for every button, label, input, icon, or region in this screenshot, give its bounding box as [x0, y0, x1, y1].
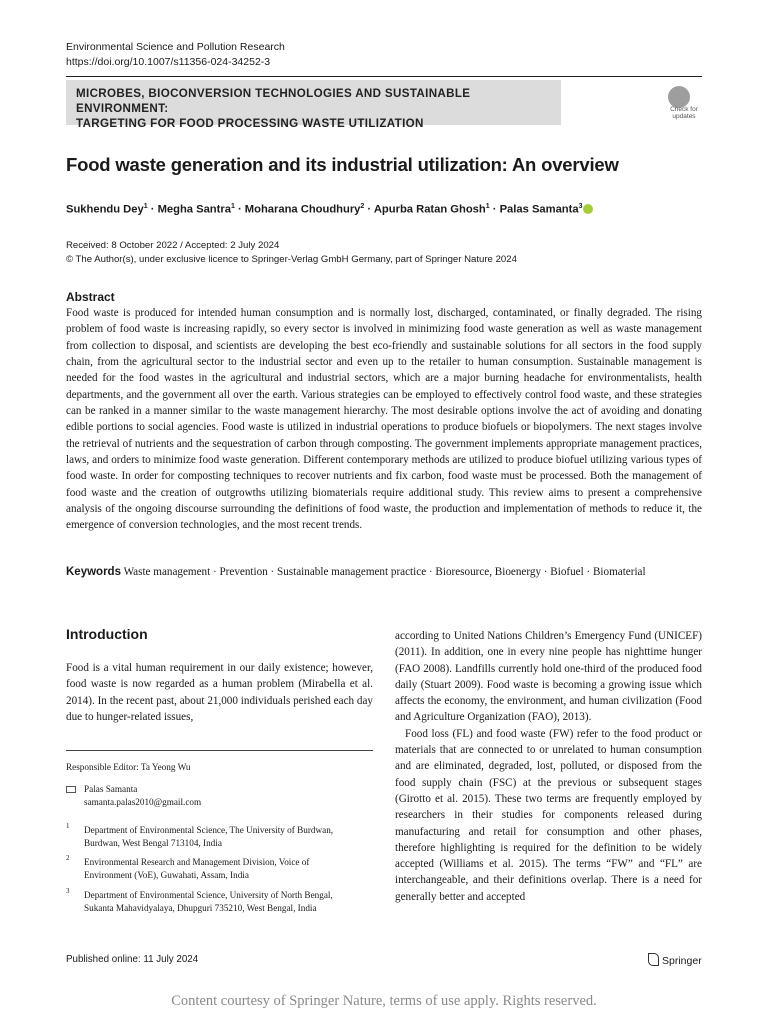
author-separator: ·: [147, 203, 158, 216]
mail-icon: [66, 786, 76, 793]
affiliation-3: Department of Environmental Science, University of North Bengal, Sukanta Mahavidyalaya, Dhupguri 735210, West Bengal, India: [84, 890, 333, 913]
received-accepted: Received: 8 October 2022 / Accepted: 2 July 2024: [66, 240, 280, 251]
intro-paragraph-1: according to United Nations Children’s Emergency Fund (UNICEF) (2011). In addition, one in every nine people has nighttime hunger (FAO 2008). Landfills currently hold one-third of the produced food daily (Stuart 2009). Food waste is becoming a growing issue which affects the economy, the environment, and human civilization (Food and Agriculture Organization (FAO), 2013).: [395, 630, 702, 724]
springer-horse-icon: [648, 953, 659, 966]
author-separator: ·: [489, 203, 500, 216]
author-affiliation-mark: 2: [360, 203, 365, 210]
journal-header: [66, 40, 285, 70]
doi-link[interactable]: https://doi.org/10.1007/s11356-024-34252-3: [66, 56, 271, 68]
check-for-updates-label: [664, 106, 704, 120]
topical-collection-banner: [66, 80, 561, 130]
author-affiliation-mark: 1: [485, 203, 490, 210]
author-separator: ·: [234, 203, 245, 216]
author-list: [66, 203, 593, 216]
corresponding-name: Palas Samanta: [84, 784, 138, 794]
keywords-text: Waste management · Prevention · Sustainable management practice · Bioresource, Bioenergy · Biofuel · Biomaterial: [123, 566, 646, 578]
springer-logo: [648, 953, 702, 967]
introduction-left-text: Food is a vital human requirement in our daily existence; however, food waste is now regarded as a human problem (Mirabella et al. 2014). In the recent past, about 21,000 individuals perished each day due to hunger-related issues,: [66, 662, 373, 723]
intro-paragraph-2: Food loss (FL) and food waste (FW) refer to the food product or materials that are connected to or unrelated to human consumption and are eliminated, degraded, lost, polluted, or disposed from the food supply chain (FSC) at the previous or subsequent stages (Girotto et al. 2015). These two terms are frequently employed by researchers in their studies for components released during manufacturing and retail for consumption and other phases, therefore highlighting is required for the definition to be widely accepted (Williams et al. 2015). The terms “FW” and “FL” are interchangeable, and their definitions overlap. There is a need for generally better and accepted: [395, 727, 702, 903]
author-separator: ·: [364, 203, 374, 216]
author-affiliation-mark: 1: [230, 203, 235, 210]
article-title: Food waste generation and its industrial utilization: An overview: [66, 154, 619, 175]
keywords: [66, 564, 702, 580]
courtesy-notice: Content courtesy of Springer Nature, terms of use apply. Rights reserved.: [171, 993, 597, 1009]
introduction-right-column: [395, 628, 702, 905]
footnote-divider: [66, 750, 373, 751]
author-name[interactable]: Megha Santra: [157, 203, 231, 216]
abstract-heading: Abstract: [66, 290, 115, 304]
article-dates: [66, 239, 517, 267]
affiliation-2: Environmental Research and Management Division, Voice of Environment (VoE), Guwahati, Assam, India: [84, 857, 310, 880]
affiliation-number-1: 1: [66, 822, 70, 830]
publisher-name: Springer: [662, 955, 702, 967]
author-affiliation-mark: 3: [578, 203, 583, 210]
author-affiliation-mark: 1: [143, 203, 148, 210]
check-updates-icon: [668, 86, 690, 108]
corresponding-author: [84, 783, 201, 809]
banner-line-2: TARGETING FOR FOOD PROCESSING WASTE UTILIZATION: [76, 117, 424, 130]
keywords-label: Keywords: [66, 566, 121, 578]
author-name[interactable]: Palas Samanta: [499, 203, 579, 216]
badge-line-2: updates: [672, 113, 696, 120]
introduction-heading: Introduction: [66, 626, 148, 642]
author-name[interactable]: Moharana Choudhury: [244, 203, 361, 216]
banner-line-1: MICROBES, BIOCONVERSION TECHNOLOGIES AND SUSTAINABLE ENVIRONMENT:: [76, 87, 471, 115]
published-online: Published online: 11 July 2024: [66, 954, 199, 965]
badge-line-1: Check for: [670, 106, 698, 113]
copyright-line: © The Author(s), under exclusive licence to Springer-Verlag GmbH Germany, part of Springer Nature 2024: [66, 254, 517, 265]
affiliation-1: Department of Environmental Science, The University of Burdwan, Burdwan, West Bengal 713104, India: [84, 825, 334, 848]
orcid-icon[interactable]: [583, 204, 593, 214]
affiliation-number-2: 2: [66, 854, 70, 862]
corresponding-email[interactable]: samanta.palas2010@gmail.com: [84, 797, 202, 807]
responsible-editor: Responsible Editor: Ta Yeong Wu: [66, 762, 191, 772]
affiliation-number-3: 3: [66, 887, 70, 895]
author-name[interactable]: Sukhendu Dey: [66, 203, 144, 216]
journal-name: Environmental Science and Pollution Research: [66, 41, 285, 53]
header-divider: [66, 76, 702, 77]
author-name[interactable]: Apurba Ratan Ghosh: [373, 203, 486, 216]
abstract-text: Food waste is produced for intended human consumption and is normally lost, discharged, contaminated, or finally degraded. The rising problem of food waste is increasing rapidly, so every sector is involved in minimizing food waste generation as well as waste management from collection to disposal, and scientists are developing the best eco-friendly and sustainable solutions for all sectors in the food supply chain, from the agricultural sector to the industrial sector and even up to the retailer to human consumption. Sustainable management is needed for the food wastes in the agricultural and industrial sectors, which are a major burning headache for environmentalists, health departments, and the government all over the earth. Various strategies can be employed to effectively control food waste, and these strategies can be ranked in a manner similar to the waste management hierarchy. The most desirable options involve the act of avoiding and donating edible portions to social agencies. Food waste is utilized in industrial operations to produce biofuels or biopolymers. The next stages involve the retrieval of nutrients and the sequestration of carbon through composting. The government implements appropriate management practices, laws, and orders to minimize food waste generation. Different contemporary methods are utilized to produce biofuel utilizing various types of food waste. In order for composting techniques to recover nutrients and fix carbon, food waste must be processed. Both the management of food waste and the creation of outgrowths utilizing biomaterials require additional study. This review aims to present a comprehensive analysis of the ongoing discourse surrounding the definitions of food waste, the production and implementation of methods to reduce it, the emergence of conversion technologies, and the most recent trends.: [66, 307, 702, 532]
